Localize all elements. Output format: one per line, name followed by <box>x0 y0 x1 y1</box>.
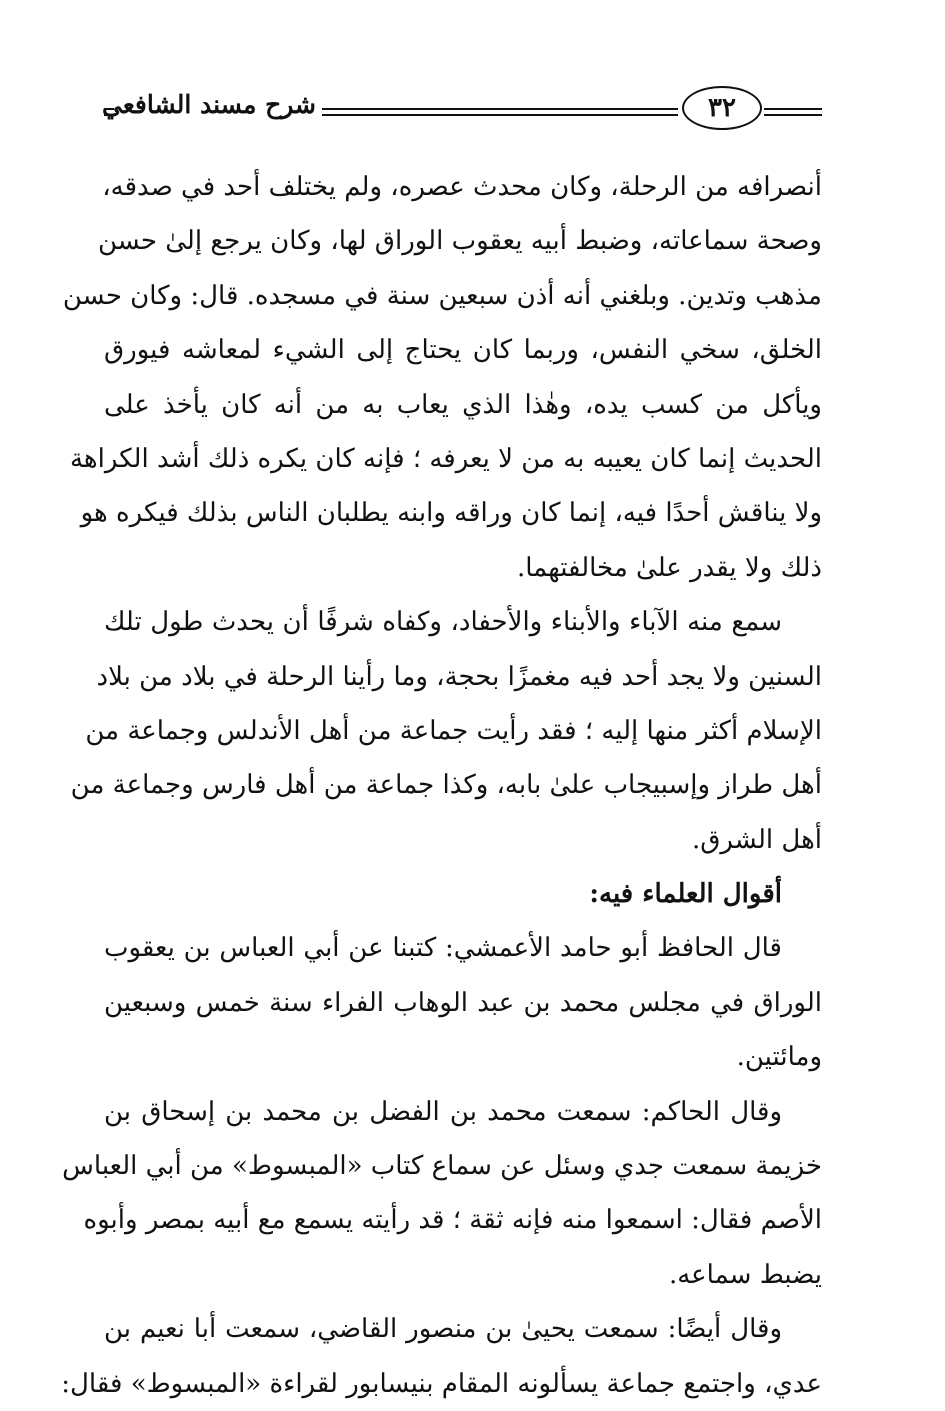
text-line: ذلك ولا يقدر علىٰ مخالفتهما. <box>517 552 822 583</box>
text-line: السنين ولا يجد أحد فيه مغمزًا بحجة، وما رأينا الرحلة في بلاد من بلاد <box>96 661 822 692</box>
text-line: قال الحافظ أبو حامد الأعمشي: كتبنا عن أبي العباس بن يعقوب <box>104 933 782 964</box>
text-line: ولا يناقش أحدًا فيه، إنما كان وراقه وابنه يطلبان الناس بذلك فيكره هو <box>80 498 822 529</box>
header-rule <box>764 108 822 110</box>
text-line: أهل طراز وإسبيجاب علىٰ بابه، وكذا جماعة من أهل فارس وجماعة من <box>70 770 822 801</box>
text-line: الأصم فقال: اسمعوا منه فإنه ثقة ؛ قد رأيته يسمع مع أبيه بمصر وأبوه <box>83 1205 822 1236</box>
text-line: وقال أيضًا: سمعت يحيىٰ بن منصور القاضي، سمعت أبا نعيم بن <box>104 1314 782 1345</box>
text-line: الوراق في مجلس محمد بن عبد الوهاب الفراء سنة خمس وسبعين <box>104 987 822 1018</box>
header-rule <box>322 108 678 110</box>
text-line: أهل الشرق. <box>691 824 822 855</box>
text-line: يضبط سماعه. <box>668 1259 822 1290</box>
running-header <box>104 84 822 136</box>
section-heading: أقوال العلماء فيه: <box>589 879 782 910</box>
text-line: الحديث إنما كان يعيبه به من لا يعرفه ؛ فإنه كان يكره ذلك أشد الكراهة <box>69 443 822 474</box>
text-line: أنصرافه من الرحلة، وكان محدث عصره، ولم يختلف أحد في صدقه، <box>102 172 822 202</box>
text-line: وقال الحاكم: سمعت محمد بن الفضل بن محمد بن إسحاق بن <box>104 1096 782 1127</box>
book-title: شرح مسند الشافعي <box>102 90 316 119</box>
text-line: وصحة سماعاته، وضبط أبيه يعقوب الوراق لها، وكان يرجع إلىٰ حسن <box>97 226 822 257</box>
text-line: ومائتين. <box>736 1042 822 1073</box>
text-line: الإسلام أكثر منها إليه ؛ فقد رأيت جماعة من أهل الأندلس وجماعة من <box>85 715 822 746</box>
body-text <box>61 160 822 1411</box>
text-line: عدي، واجتمع جماعة يسألونه المقام بنيسابور لقراءة «المبسوط» فقال: <box>61 1368 822 1399</box>
header-rule <box>764 114 822 116</box>
text-line: ويأكل من كسب يده، وهٰذا الذي يعاب به من أنه كان يأخذ على <box>104 389 822 420</box>
header-rule <box>322 114 678 116</box>
page-number: ٣٢ <box>682 86 762 130</box>
text-line: مذهب وتدين. وبلغني أنه أذن سبعين سنة في مسجده. قال: وكان حسن <box>62 280 822 311</box>
text-line: الخلق، سخي النفس، وربما كان يحتاج إلى الشيء لمعاشه فيورق <box>104 335 822 366</box>
text-line: سمع منه الآباء والأبناء والأحفاد، وكفاه شرفًا أن يحدث طول تلك <box>104 607 782 638</box>
text-line: خزيمة سمعت جدي وسئل عن سماع كتاب «المبسوط» من أبي العباس <box>62 1151 822 1182</box>
